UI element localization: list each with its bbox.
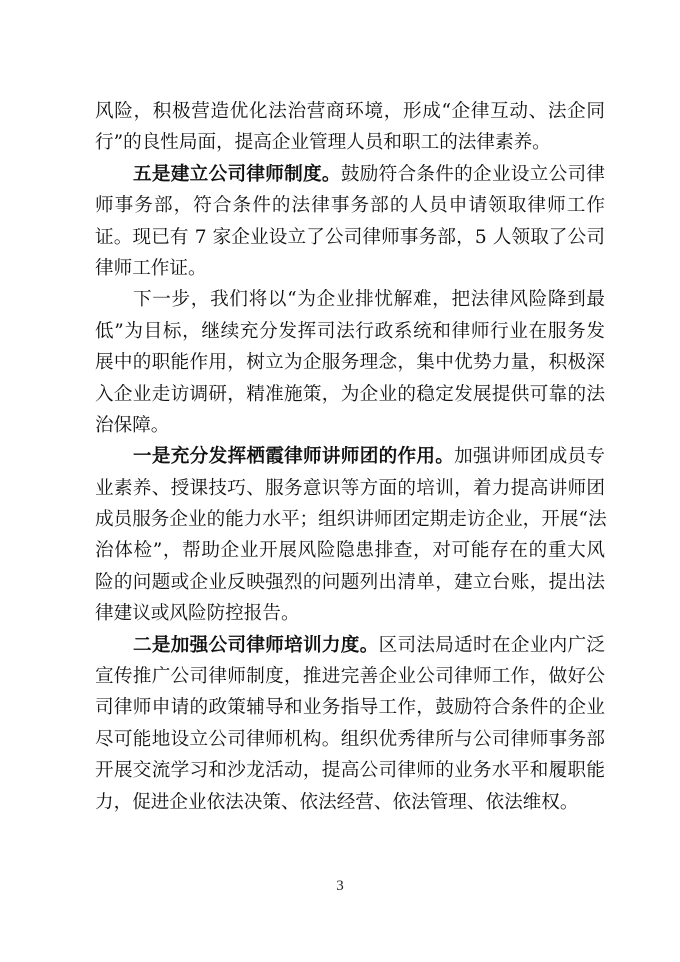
text-line: 展中的职能作用，树立为企服务理念，集中优势力量，积极深 (95, 352, 605, 374)
text-line: 宣传推广公司律师制度，推进完善企业公司律师工作，做好公 (95, 666, 605, 688)
paragraph-heading: 五是建立公司律师制度。 (133, 163, 341, 185)
text-run: 区司法局适时在企业内广泛 (378, 634, 605, 656)
text-line: 行”的良性局面，提高企业管理人员和职工的法律素养。 (95, 132, 551, 154)
text-run: 加强讲师团成员专 (454, 446, 605, 468)
paragraph-lawyer-training (95, 630, 605, 818)
text-line: 入企业走访调研，精准施策，为企业的稳定发展提供可靠的法 (95, 383, 605, 405)
text-line: 治体检”，帮助企业开展风险隐患排查，对可能存在的重大风 (95, 540, 605, 562)
text-line: 律师工作证。 (95, 257, 207, 279)
text-line: 低”为目标，继续充分发挥司法行政系统和律师行业在服务发 (95, 320, 605, 342)
paragraph-heading: 一是充分发挥栖霞律师讲师团的作用。 (133, 446, 455, 468)
text-line: 风险，积极营造优化法治营商环境，形成“企律互动、法企同 (95, 101, 605, 122)
text-line: 险的问题或企业反映强烈的问题列出清单，建立台账，提出法 (95, 571, 605, 593)
text-line (95, 159, 605, 190)
text-line: 师事务部，符合条件的法律事务部的人员申请领取律师工作 (95, 195, 605, 217)
text-line: 业素养、授课技巧、服务意识等方面的培训，着力提高讲师团 (95, 477, 605, 499)
paragraph-lecturer-group (95, 441, 605, 629)
text-line: 开展交流学习和沙龙活动，提高公司律师的业务水平和履职能 (95, 760, 605, 782)
text-line (95, 441, 605, 472)
page-number: 3 (336, 878, 344, 894)
text-line: 司律师申请的政策辅导和业务指导工作，鼓励符合条件的企业 (95, 697, 605, 719)
document-body (95, 96, 605, 818)
text-line: 成员服务企业的能力水平；组织讲师团定期走访企业，开展“法 (95, 509, 607, 531)
text-line: 治保障。 (95, 414, 170, 436)
text-line (95, 630, 605, 661)
text-line: 证。现已有 7 家企业设立了公司律师事务部，5 人领取了公司 (95, 226, 605, 248)
paragraph-continuation (95, 96, 605, 159)
paragraph-next-step (95, 284, 605, 441)
text-line: 下一步，我们将以“为企业排忧解难，把法律风险降到最 (133, 289, 605, 311)
text-line: 律建议或风险防控报告。 (95, 603, 300, 625)
text-line: 尽可能地设立公司律师机构。组织优秀律所与公司律师事务部 (95, 728, 605, 750)
paragraph-company-lawyer-system (95, 159, 605, 285)
text-line: 力，促进企业依法决策、依法经营、依法管理、依法维权。 (95, 791, 579, 813)
paragraph-heading: 二是加强公司律师培训力度。 (133, 634, 379, 656)
text-run: 鼓励符合条件的企业设立公司律 (340, 163, 605, 185)
